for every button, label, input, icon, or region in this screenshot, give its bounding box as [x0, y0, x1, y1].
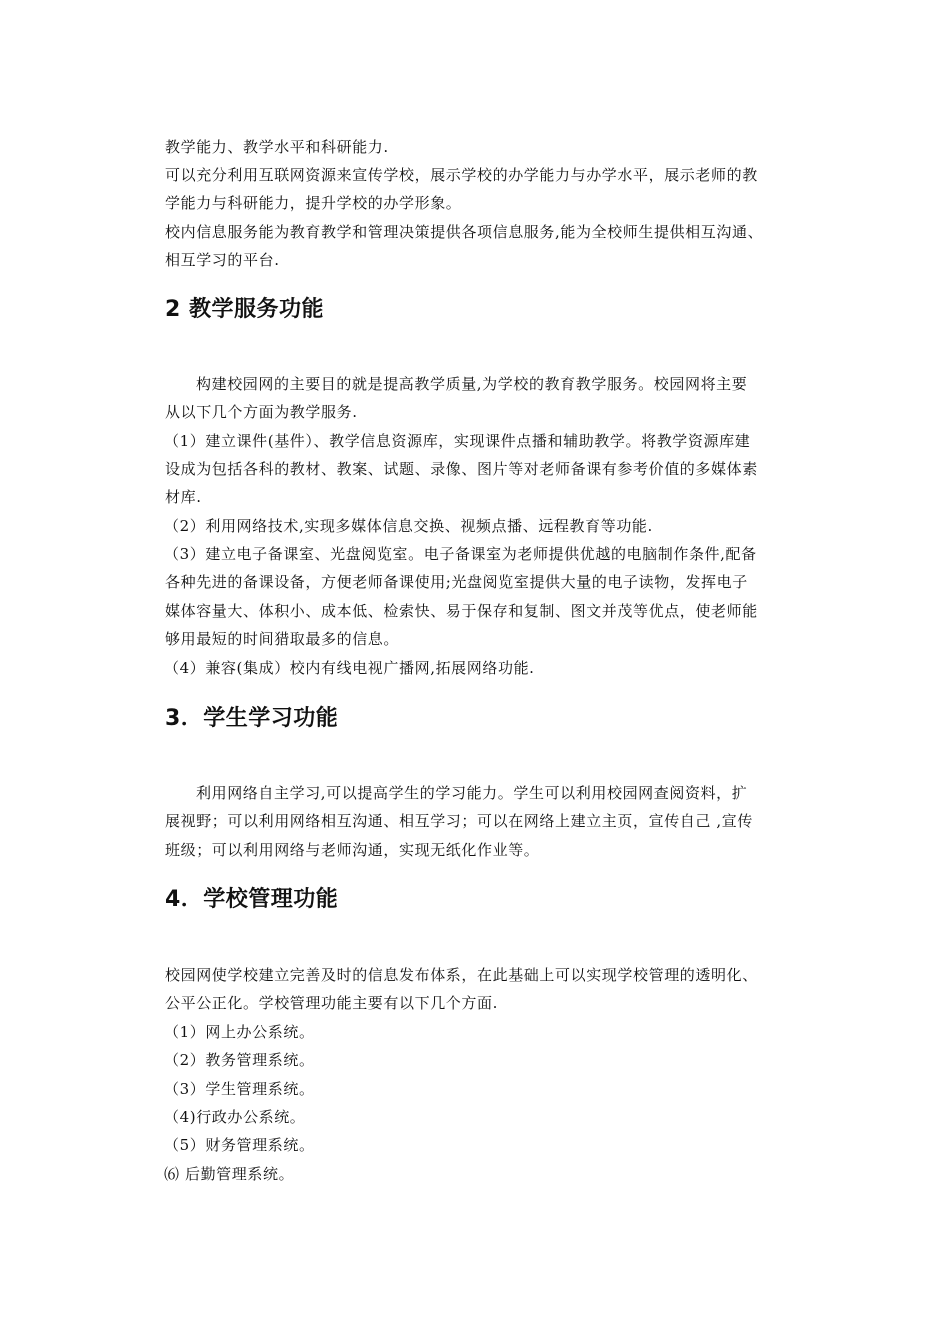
section-4-item-5: （5）财务管理系统。: [164, 1136, 315, 1154]
section-2-heading: 2 教学服务功能: [165, 297, 324, 322]
section-2-line-3: （1）建立课件(基件）、教学信息资源库，实现课件点播和辅助教学。将教学资源库建: [164, 432, 751, 450]
section-3-heading: 3．学生学习功能: [165, 706, 339, 731]
section-4-item-1: （1）网上办公系统。: [164, 1023, 315, 1041]
intro-line-5: 相互学习的平台.: [165, 251, 280, 269]
section-4-item-3: （3）学生管理系统。: [164, 1080, 315, 1098]
intro-line-1: 教学能力、教学水平和科研能力.: [165, 138, 389, 156]
section-4-line-2: 公平公正化。学校管理功能主要有以下几个方面.: [165, 994, 498, 1012]
intro-line-3: 学能力与科研能力，提升学校的办学形象。: [165, 194, 462, 212]
section-2-line-2: 从以下几个方面为教学服务.: [165, 403, 358, 421]
intro-line-4: 校内信息服务能为教育教学和管理决策提供各项信息服务,能为全校师生提供相互沟通、: [165, 223, 764, 241]
section-4-item-6: ⑹ 后勤管理系统。: [164, 1165, 295, 1183]
section-2-line-10: 够用最短的时间猎取最多的信息。: [165, 630, 400, 648]
section-4-item-4: （4)行政办公系统。: [164, 1108, 306, 1126]
section-3-line-1: 利用网络自主学习,可以提高学生的学习能力。学生可以利用校园网查阅资料，扩: [196, 784, 748, 802]
section-2-line-9: 媒体容量大、体积小、成本低、检索快、易于保存和复制、图文并茂等优点，使老师能: [165, 602, 758, 620]
section-2-line-5: 材库.: [165, 488, 202, 506]
section-4-item-2: （2）教务管理系统。: [164, 1051, 315, 1069]
section-2-line-4: 设成为包括各科的教材、教案、试题、录像、图片等对老师备课有参考价值的多媒体素: [165, 460, 758, 478]
section-2-line-7: （3）建立电子备课室、光盘阅览室。电子备课室为老师提供优越的电脑制作条件,配备: [164, 545, 757, 563]
section-4-heading: 4．学校管理功能: [165, 887, 339, 912]
section-2-line-1: 构建校园网的主要目的就是提高教学质量,为学校的教育教学服务。校园网将主要: [196, 375, 748, 393]
section-2-line-8: 各种先进的备课设备，方便老师备课使用;光盘阅览室提供大量的电子读物，发挥电子: [165, 573, 748, 591]
section-3-line-2: 展视野；可以利用网络相互沟通、相互学习；可以在网络上建立主页，宣传自己 ,宣传: [165, 812, 753, 830]
section-2-line-6: （2）利用网络技术,实现多媒体信息交换、视频点播、远程教育等功能.: [164, 517, 653, 535]
section-2-line-11: （4）兼容(集成）校内有线电视广播网,拓展网络功能.: [164, 659, 535, 677]
section-3-line-3: 班级；可以利用网络与老师沟通，实现无纸化作业等。: [165, 841, 540, 859]
intro-line-2: 可以充分利用互联网资源来宣传学校，展示学校的办学能力与办学水平，展示老师的教: [165, 166, 758, 184]
section-4-line-1: 校园网使学校建立完善及时的信息发布体系，在此基础上可以实现学校管理的透明化、: [165, 966, 758, 984]
